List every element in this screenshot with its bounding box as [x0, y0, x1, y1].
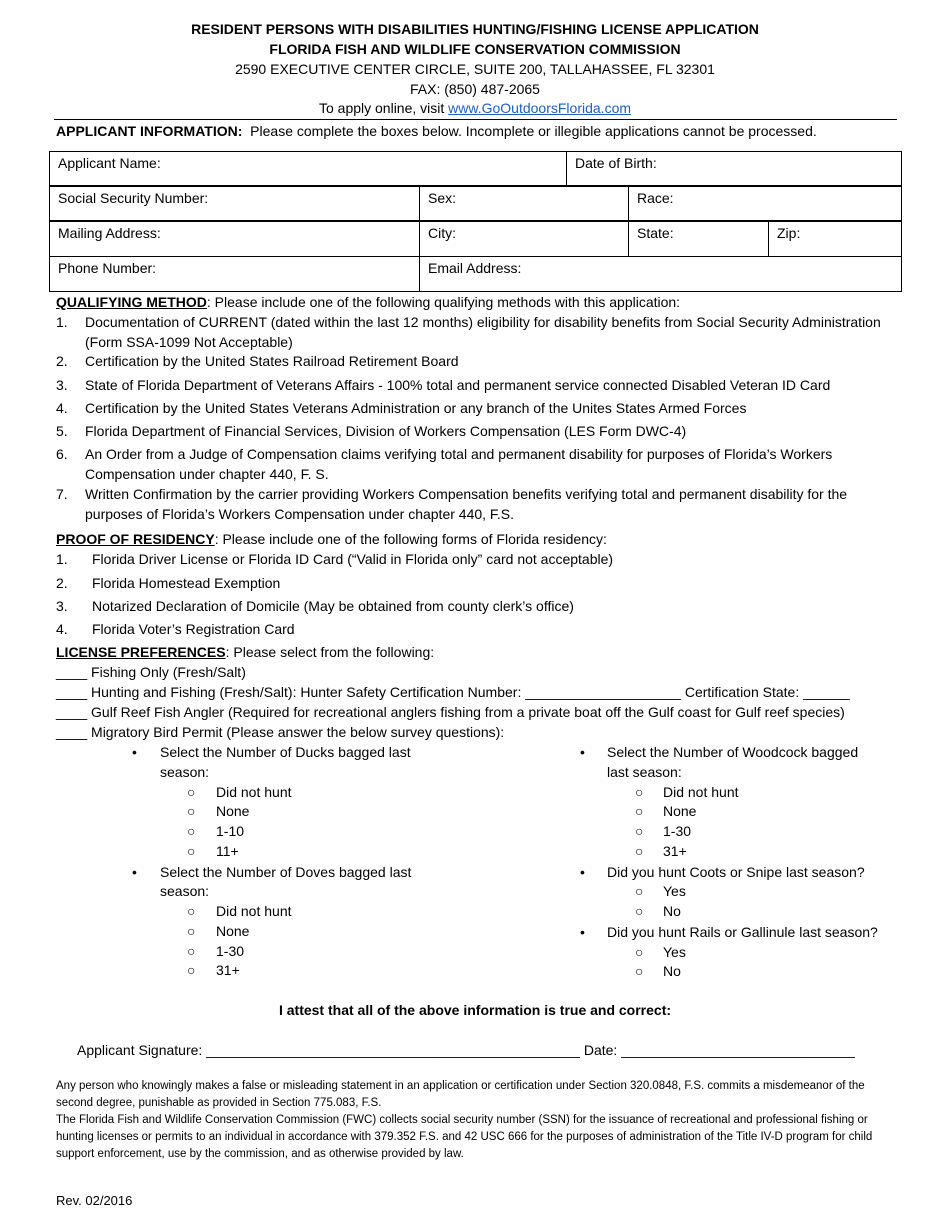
applicant-info-heading — [56, 121, 817, 141]
city-field[interactable]: City: — [419, 221, 629, 257]
license-preferences-intro: : Please select from the following: — [225, 644, 435, 660]
qualifying-item-5: Florida Department of Financial Services, Division of Workers Compensation (LES Form DWC-4) — [85, 423, 687, 439]
radio-circle-icon[interactable]: ○ — [187, 843, 196, 859]
qualifying-number-3: 3. — [56, 377, 68, 393]
residency-item-4: Florida Voter’s Registration Card — [92, 621, 295, 637]
radio-circle-icon[interactable]: ○ — [635, 823, 644, 839]
qualifying-item-7: Written Confirmation by the carrier providing Workers Compensation benefits verifying total and permanent disability for the purposes of Florida’s Workers Compensation under chapter 440, F.S. — [85, 486, 848, 522]
radio-circle-icon[interactable]: ○ — [635, 903, 644, 919]
doves-question-line2: season: — [160, 883, 210, 899]
agency-fax: FAX: (850) 487-2065 — [410, 81, 540, 97]
license-option-gulf-reef[interactable]: ____ Gulf Reef Fish Angler (Required for recreational anglers fishing from a private boat off the Gulf coast for Gulf reef species) — [56, 704, 845, 720]
doves-option-3: 1-30 — [216, 943, 245, 959]
coots-question: Did you hunt Coots or Snipe last season? — [607, 864, 865, 880]
woodcock-option-3: 1-30 — [663, 823, 692, 839]
license-option-hunting-fishing[interactable]: ____ Hunting and Fishing (Fresh/Salt): Hunter Safety Certification Number: ____________________ Certification State: ______ — [56, 684, 850, 700]
bullet-icon: • — [132, 744, 137, 760]
coots-option-no: No — [663, 903, 681, 919]
radio-circle-icon[interactable]: ○ — [635, 843, 644, 859]
sex-field[interactable]: Sex: — [419, 186, 629, 221]
woodcock-option-2: None — [663, 803, 697, 819]
license-preferences-label: LICENSE PREFERENCES — [56, 644, 226, 660]
residency-number-2: 2. — [56, 575, 68, 591]
revision-date: Rev. 02/2016 — [56, 1193, 133, 1208]
ducks-option-2: None — [216, 803, 250, 819]
doves-option-2: None — [216, 923, 250, 939]
form-title: RESIDENT PERSONS WITH DISABILITIES HUNTING/FISHING LICENSE APPLICATION — [191, 21, 759, 37]
residency-item-1: Florida Driver License or Florida ID Card (“Valid in Florida only” card not acceptable) — [92, 551, 614, 567]
radio-circle-icon[interactable]: ○ — [635, 963, 644, 979]
qualifying-method-label: QUALIFYING METHOD — [56, 294, 207, 310]
residency-item-2: Florida Homestead Exemption — [92, 575, 281, 591]
qualifying-number-2: 2. — [56, 353, 68, 369]
qualifying-item-6: An Order from a Judge of Compensation claims verifying total and permanent disability for purposes of Florida’s Workers Compensation under chapter 440, F. S. — [85, 446, 833, 482]
residency-intro: : Please include one of the following forms of Florida residency: — [214, 531, 607, 547]
doves-option-4: 31+ — [216, 962, 240, 978]
qualifying-number-4: 4. — [56, 400, 68, 416]
radio-circle-icon[interactable]: ○ — [187, 903, 196, 919]
header-divider — [54, 119, 897, 120]
rails-option-yes: Yes — [663, 944, 686, 960]
bullet-icon: • — [580, 924, 585, 940]
ducks-question-line2: season: — [160, 764, 210, 780]
rails-question: Did you hunt Rails or Gallinule last season? — [607, 924, 878, 940]
radio-circle-icon[interactable]: ○ — [187, 962, 196, 978]
date-label: Date: — [579, 1042, 622, 1058]
applicant-name-field[interactable]: Applicant Name: — [49, 151, 567, 186]
license-preferences-heading — [56, 642, 434, 662]
qualifying-number-5: 5. — [56, 423, 68, 439]
ducks-option-3: 1-10 — [216, 823, 245, 839]
radio-circle-icon[interactable]: ○ — [187, 923, 196, 939]
race-field[interactable]: Race: — [628, 186, 902, 221]
applicant-info-instructions: Please complete the boxes below. Incomplete or illegible applications cannot be processed. — [250, 123, 817, 139]
qualifying-number-7: 7. — [56, 486, 68, 502]
agency-address: 2590 EXECUTIVE CENTER CIRCLE, SUITE 200, TALLAHASSEE, FL 32301 — [235, 61, 715, 77]
residency-number-4: 4. — [56, 621, 68, 637]
woodcock-question-line1: Select the Number of Woodcock bagged — [607, 744, 859, 760]
qualifying-item-3: State of Florida Department of Veterans Affairs - 100% total and permanent service connected Disabled Veteran ID Card — [85, 377, 831, 393]
ducks-option-1: Did not hunt — [216, 784, 292, 800]
qualifying-item-4: Certification by the United States Veterans Administration or any branch of the Unites States Armed Forces — [85, 400, 747, 416]
radio-circle-icon[interactable]: ○ — [187, 803, 196, 819]
qualifying-number-6: 6. — [56, 446, 68, 462]
license-option-migratory-bird[interactable]: ____ Migratory Bird Permit (Please answer the below survey questions): — [56, 724, 505, 740]
bullet-icon: • — [580, 744, 585, 760]
residency-item-3: Notarized Declaration of Domicile (May be obtained from county clerk’s office) — [92, 598, 574, 614]
residency-number-3: 3. — [56, 598, 68, 614]
signature-input[interactable]: ________________________________________________ — [206, 1042, 580, 1058]
doves-option-1: Did not hunt — [216, 903, 292, 919]
date-of-birth-field[interactable]: Date of Birth: — [566, 151, 902, 186]
radio-circle-icon[interactable]: ○ — [187, 943, 196, 959]
license-option-fishing[interactable]: ____ Fishing Only (Fresh/Salt) — [56, 664, 246, 680]
radio-circle-icon[interactable]: ○ — [187, 784, 196, 800]
apply-online-line — [0, 98, 950, 118]
applicant-info-label: APPLICANT INFORMATION: — [56, 123, 243, 139]
gooutdoors-link[interactable]: www.GoOutdoorsFlorida.com — [448, 100, 632, 116]
phone-number-field[interactable]: Phone Number: — [49, 256, 420, 292]
woodcock-option-4: 31+ — [663, 843, 687, 859]
qualifying-item-1: Documentation of CURRENT (dated within the last 12 months) eligibility for disability benefits from Social Security Administration (Form SSA-1099 Not Acceptable) — [85, 314, 881, 350]
state-field[interactable]: State: — [628, 221, 769, 257]
woodcock-option-1: Did not hunt — [663, 784, 739, 800]
radio-circle-icon[interactable]: ○ — [187, 823, 196, 839]
signature-label: Applicant Signature: — [77, 1042, 207, 1058]
email-address-field[interactable]: Email Address: — [419, 256, 902, 292]
attestation-statement: I attest that all of the above information is true and correct: — [278, 1002, 672, 1018]
zip-field[interactable]: Zip: — [768, 221, 902, 257]
doves-question-line1: Select the Number of Doves bagged last — [160, 864, 412, 880]
ducks-option-4: 11+ — [216, 843, 239, 859]
ssn-notice: The Florida Fish and Wildlife Conservation Commission (FWC) collects social security number (SSN) for the issuance of recreational and professional fishing or hunting licenses or permits to an individual in accordance with 379.352 F.S. and 42 USC 666 for the purposes of administration of the Title IV-D program for child support enforcement, use by the commission, and as otherwise provided by law. — [56, 1114, 873, 1160]
coots-option-yes: Yes — [663, 883, 686, 899]
radio-circle-icon[interactable]: ○ — [635, 784, 644, 800]
date-input[interactable]: ______________________________ — [621, 1042, 855, 1058]
residency-heading — [56, 529, 607, 549]
bullet-icon: • — [580, 864, 585, 880]
qualifying-item-2: Certification by the United States Railroad Retirement Board — [85, 353, 459, 369]
woodcock-question-line2: last season: — [607, 764, 682, 780]
misdemeanor-notice: Any person who knowingly makes a false or misleading statement in an application or certification under Section 320.0848, F.S. commits a misdemeanor of the second degree, punishable as provided in Section 775.083, F.S. — [56, 1080, 865, 1109]
apply-online-text: To apply online, visit — [318, 100, 449, 116]
radio-circle-icon[interactable]: ○ — [635, 883, 644, 899]
residency-label: PROOF OF RESIDENCY — [56, 531, 215, 547]
bullet-icon: • — [132, 864, 137, 880]
qualifying-method-heading — [56, 292, 680, 312]
mailing-address-field[interactable]: Mailing Address: — [49, 221, 420, 257]
agency-name: FLORIDA FISH AND WILDLIFE CONSERVATION COMMISSION — [269, 41, 681, 57]
ducks-question-line1: Select the Number of Ducks bagged last — [160, 744, 411, 760]
qualifying-method-intro: : Please include one of the following qualifying methods with this application: — [206, 294, 681, 310]
qualifying-number-1: 1. — [56, 314, 68, 330]
signature-line — [77, 1040, 855, 1060]
radio-circle-icon[interactable]: ○ — [635, 944, 644, 960]
residency-number-1: 1. — [56, 551, 68, 567]
ssn-field[interactable]: Social Security Number: — [49, 186, 420, 221]
rails-option-no: No — [663, 963, 681, 979]
radio-circle-icon[interactable]: ○ — [635, 803, 644, 819]
